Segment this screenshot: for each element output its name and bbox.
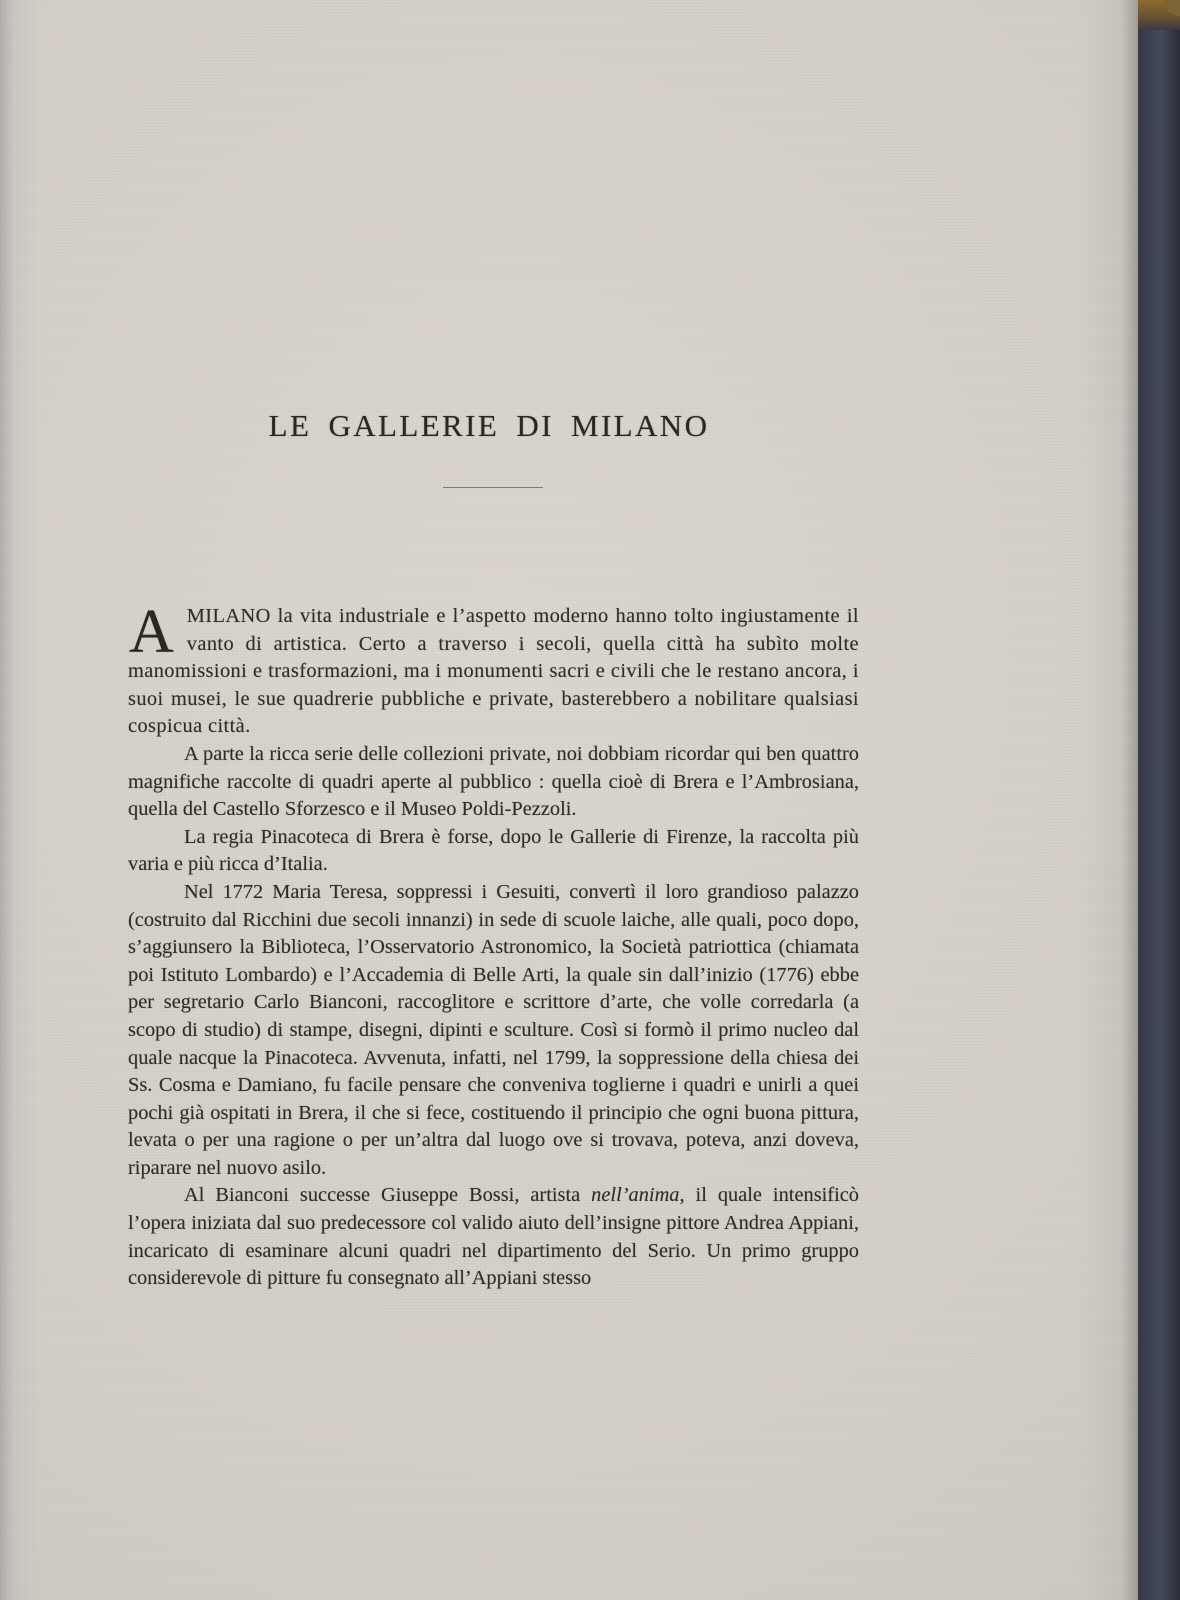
paragraph-5-text-after-italic: , il quale intensificò l’opera iniziata dal suo predecessore col valido aiuto dell’insigne pittore Andrea Appiani, incaricato di esaminare alcuni quadri nel dipartimento del Serio. Un primo gruppo considerevole di pitture fu consegnato all’Appiani stesso — [128, 1184, 859, 1290]
book-binding-edge — [1132, 0, 1180, 1600]
paragraph-2-text: A parte la ricca serie delle collezioni private, noi dobbiam ricordar qui ben quattro magnifiche raccolte di quadri aperte al pubblico : quella cioè di Brera e l’Ambrosiana, quella del Castello Sforzesco e il Museo Poldi-Pezzoli. — [128, 742, 859, 821]
body-text-block — [128, 598, 859, 1293]
paragraph-5-italic-phrase: nell’anima — [591, 1184, 680, 1207]
paragraph-5-text-before-italic: Al Bianconi successe Giuseppe Bossi, artista — [184, 1184, 592, 1207]
drop-cap-initial: A — [129, 598, 174, 666]
paragraph-2 — [128, 741, 859, 824]
paragraph-4 — [128, 879, 859, 1183]
paragraph-4-text: Nel 1772 Maria Teresa, soppressi i Gesuiti, convertì il loro grandioso palazzo (costruito dal Ricchini due secoli innanzi) in sede di scuole laiche, alle quali, poco dopo, s’aggiunsero la Biblioteca, l’Osservatorio Astronomico, la Società patriottica (chiamata poi Istituto Lombardo) e l’Accademia di Belle Arti, la quale sin dall’inizio (1776) ebbe per segretario Carlo Bianconi, raccoglitore e scrittore d’arte, che volle corredarla (a scopo di studio) di stampe, disegni, dipinti e sculture. Così si formò il primo nucleo dal quale nacque la Pinacoteca. Avvenuta, infatti, nel 1799, la soppressione della chiesa dei Ss. Cosma e Damiano, fu facile pensare che conveniva toglierne i quadri e unirli a quei pochi già ospitati in Brera, il che si fece, costituendo il principio che ogni buona pittura, levata o per una ragione o per un’altra dal luogo ove si trovava, poteva, anzi doveva, riparare nel nuovo asilo. — [128, 880, 859, 1179]
paragraph-3 — [128, 824, 859, 879]
paragraph-3-text: La regia Pinacoteca di Brera è forse, dopo le Gallerie di Firenze, la raccolta più varia e più ricca d’Italia. — [128, 825, 859, 876]
title-divider-rule — [443, 487, 543, 488]
paragraph-1 — [128, 598, 859, 741]
page-title: LE GALLERIE DI MILANO — [268, 408, 710, 443]
paragraph-1-text: MILANO la vita industriale e l’aspetto moderno hanno tolto ingiustamente il vanto di artistica. Certo a traverso i secoli, quella città ha subìto molte manomissioni e trasformazioni, ma i monumenti sacri e civili che le restano ancora, i suoi musei, le sue quadrerie pubbliche e private, basterebbero a nobilitare qualsiasi cospicua città. — [128, 605, 859, 738]
paragraph-5 — [128, 1182, 859, 1292]
